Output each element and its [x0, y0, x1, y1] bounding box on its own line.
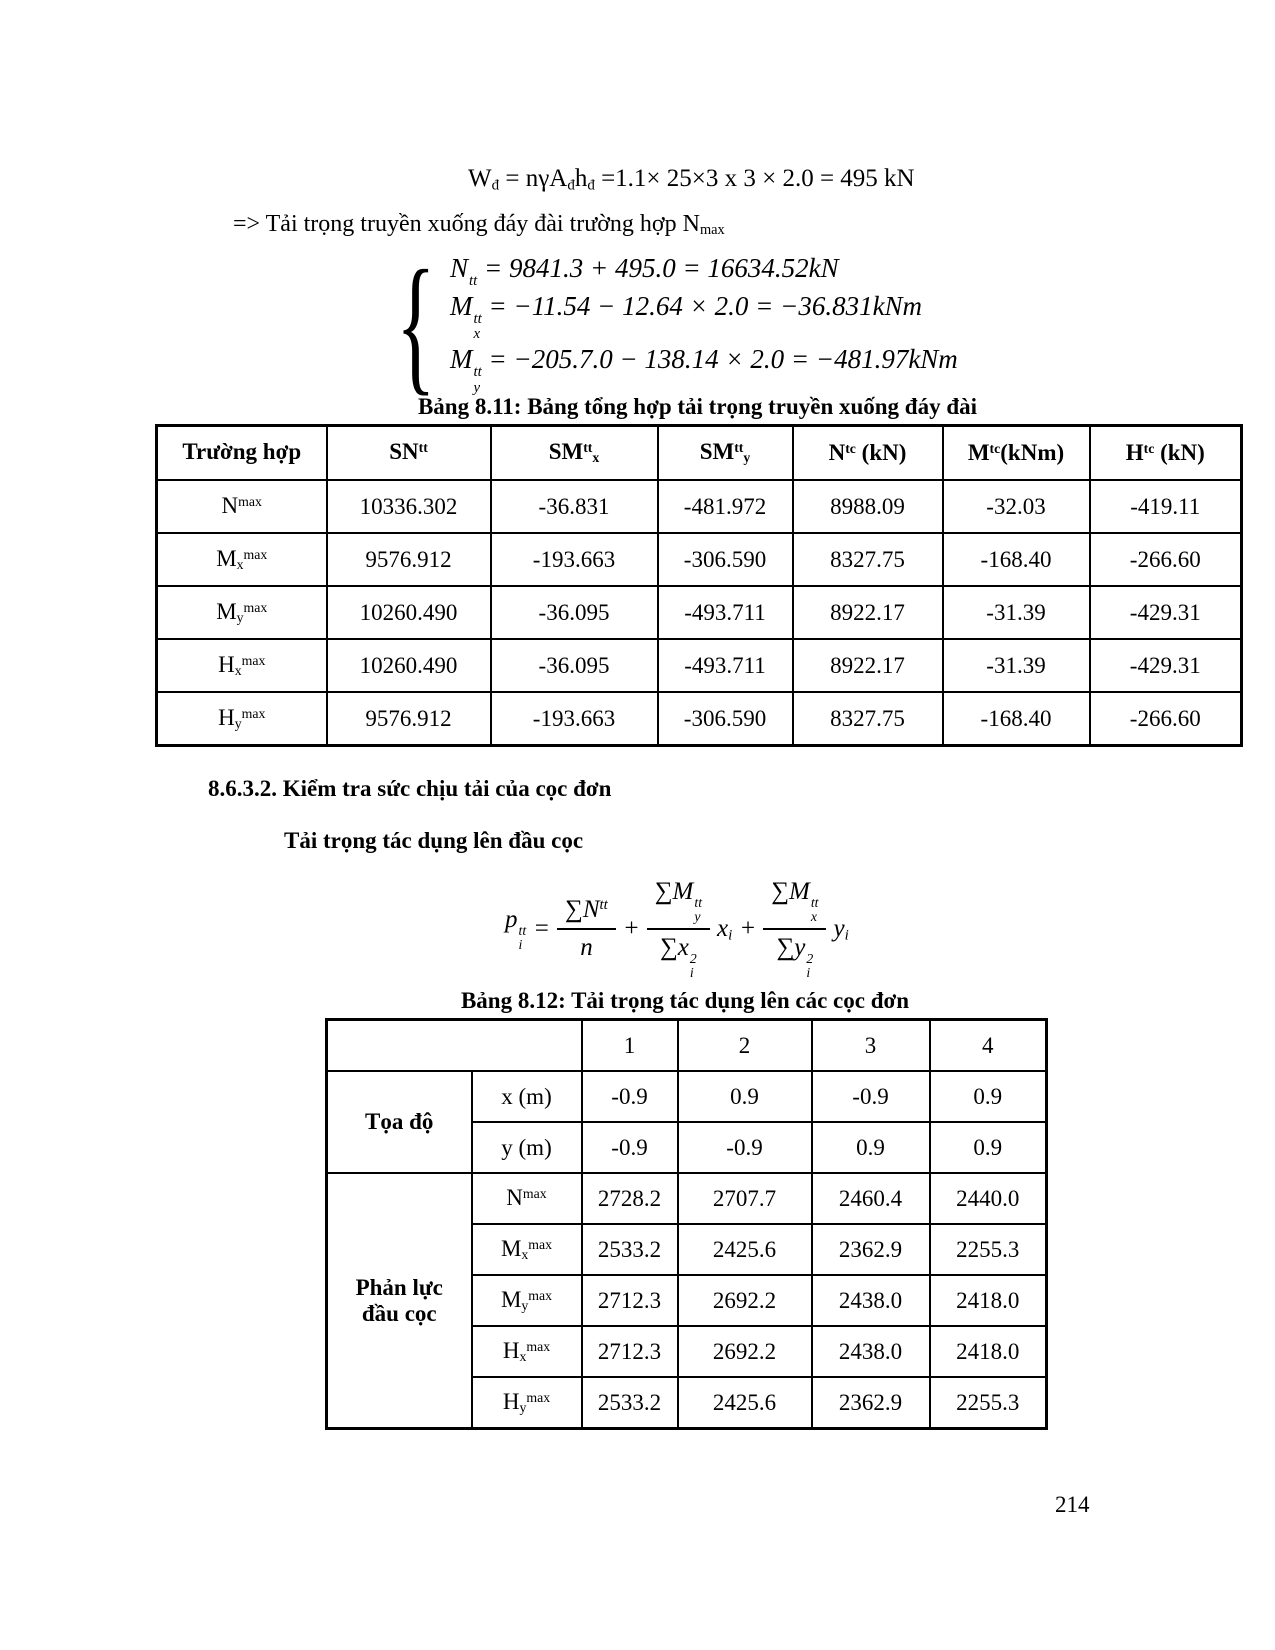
table-row: [157, 586, 1242, 639]
group-label-coordinates: Tọa độ: [327, 1071, 472, 1173]
column-header: $N^{tc}$ (kN): [793, 426, 943, 481]
column-header: 2: [678, 1020, 812, 1072]
table-8-12-title: Bảng 8.12: Tải trọng tác dụng lên các cọc đơn: [460, 988, 910, 1013]
row-label: $My^{max}$: [157, 586, 327, 639]
row-label: $Mx^{max}$: [472, 1224, 582, 1275]
table-cell: 2712.3: [582, 1326, 678, 1377]
table-cell: -493.711: [658, 586, 793, 639]
fraction: ∑M tt x ∑y 2 i: [763, 878, 826, 981]
column-header: $H^{tc}$ (kN): [1090, 426, 1242, 481]
table-cell: -0.9: [582, 1122, 678, 1173]
table-cell: 9576.912: [327, 533, 491, 586]
row-label: $Mx^{max}$: [157, 533, 327, 586]
table-cell: 10260.490: [327, 586, 491, 639]
table-cell: 8327.75: [793, 692, 943, 746]
row-label: $Hy^{max}$: [157, 692, 327, 746]
w-var: W: [468, 165, 492, 192]
table-cell: -429.31: [1090, 639, 1242, 692]
table-cell: 9576.912: [327, 692, 491, 746]
column-header: $SN^{tt}$: [327, 426, 491, 481]
table-cell: -0.9: [812, 1071, 930, 1122]
column-header: 1: [582, 1020, 678, 1072]
table-cell: 2440.0: [930, 1173, 1047, 1224]
w-formula: Wđ = nγAđhđ =1.1× 25×3 x 3 × 2.0 = 495 kN: [468, 165, 915, 194]
table-cell: 2255.3: [930, 1377, 1047, 1429]
equation-line: M tt x = −11.54 − 12.64 × 2.0 = −36.831kNm: [450, 290, 923, 343]
pile-load-formula: p tt i = $\frac{\sum N^{tt}}{n}$ + ∑M tt y ∑x 2 i xi + ∑M tt x ∑y 2 i yi: [505, 878, 849, 981]
column-header: 3: [812, 1020, 930, 1072]
table-cell: 2362.9: [812, 1377, 930, 1429]
table-cell: 0.9: [930, 1071, 1047, 1122]
equation-line: N tt = 9841.3 + 495.0 = 16634.52kN: [450, 253, 839, 290]
table-cell: 2692.2: [678, 1326, 812, 1377]
table-cell: -266.60: [1090, 533, 1242, 586]
table-cell: -493.711: [658, 639, 793, 692]
table-cell: -31.39: [943, 639, 1090, 692]
table-cell: 0.9: [678, 1071, 812, 1122]
page-number: 214: [1055, 1492, 1090, 1517]
table-cell: 2728.2: [582, 1173, 678, 1224]
table-cell: -306.590: [658, 533, 793, 586]
table-cell: 2425.6: [678, 1224, 812, 1275]
table-cell: 2692.2: [678, 1275, 812, 1326]
row-label: $N^{max}$: [157, 480, 327, 533]
table-cell: -266.60: [1090, 692, 1242, 746]
column-header: $SM^{tt}x$: [491, 426, 658, 481]
table-cell: 8327.75: [793, 533, 943, 586]
table-cell: 2533.2: [582, 1224, 678, 1275]
left-brace: {: [396, 239, 436, 409]
table-cell: 2712.3: [582, 1275, 678, 1326]
table-cell: -32.03: [943, 480, 1090, 533]
column-header: 4: [930, 1020, 1047, 1072]
row-label: $Hy^{max}$: [472, 1377, 582, 1429]
row-label: y (m): [472, 1122, 582, 1173]
table-cell: 2438.0: [812, 1326, 930, 1377]
table-cell: 2418.0: [930, 1326, 1047, 1377]
table-8-11-title: Bảng 8.11: Bảng tổng hợp tải trọng truyền xuống đáy đài: [417, 394, 978, 419]
column-header: $M^{tc}(kNm)$: [943, 426, 1090, 481]
table-cell: -168.40: [943, 533, 1090, 586]
table-cell: 2438.0: [812, 1275, 930, 1326]
table-cell: -36.831: [491, 480, 658, 533]
fraction: $\frac{\sum N^{tt}}{n}$: [557, 896, 616, 962]
section-subheading: Tải trọng tác dụng lên đầu cọc: [284, 828, 584, 853]
table-cell: 2460.4: [812, 1173, 930, 1224]
table-cell: 8988.09: [793, 480, 943, 533]
table-cell: -31.39: [943, 586, 1090, 639]
row-label: $N^{max}$: [472, 1173, 582, 1224]
table-cell: -481.972: [658, 480, 793, 533]
table-cell: -0.9: [582, 1071, 678, 1122]
table-cell: -306.590: [658, 692, 793, 746]
group-label-pile-reactions: Phản lực đầu cọc: [327, 1173, 472, 1429]
table-row: [157, 533, 1242, 586]
table-cell: -419.11: [1090, 480, 1242, 533]
table-header-row: [327, 1020, 1047, 1072]
equation-line: M tt y = −205.7.0 − 138.14 × 2.0 = −481.97kNm: [450, 344, 958, 396]
row-label: $My^{max}$: [472, 1275, 582, 1326]
table-cell: 10260.490: [327, 639, 491, 692]
intro-line: => Tải trọng truyền xuống đáy đài trường hợp Nmax: [233, 211, 725, 239]
row-label: $Hx^{max}$: [472, 1326, 582, 1377]
table-row: [157, 692, 1242, 746]
table-cell: 2418.0: [930, 1275, 1047, 1326]
table-cell: 0.9: [812, 1122, 930, 1173]
table-cell: -193.663: [491, 692, 658, 746]
empty-corner-cell: [327, 1020, 582, 1072]
table-header-row: [157, 426, 1242, 481]
table-cell: -168.40: [943, 692, 1090, 746]
table-row: [157, 480, 1242, 533]
table-cell: 2707.7: [678, 1173, 812, 1224]
column-header: Trường hợp: [157, 426, 327, 481]
table-8-12: [325, 1018, 1048, 1430]
table-cell: -36.095: [491, 586, 658, 639]
row-label: $Hx^{max}$: [157, 639, 327, 692]
section-heading: 8.6.3.2. Kiểm tra sức chịu tải của cọc đơn: [208, 776, 612, 801]
column-header: $SM^{tt}y$: [658, 426, 793, 481]
table-cell: 2362.9: [812, 1224, 930, 1275]
table-cell: 8922.17: [793, 639, 943, 692]
table-row: [327, 1071, 1047, 1122]
table-cell: -193.663: [491, 533, 658, 586]
table-cell: 2425.6: [678, 1377, 812, 1429]
table-8-11: [155, 424, 1243, 747]
table-cell: 0.9: [930, 1122, 1047, 1173]
fraction: ∑M tt y ∑x 2 i: [647, 878, 710, 981]
table-row: [157, 639, 1242, 692]
table-row: [327, 1173, 1047, 1224]
table-cell: 2533.2: [582, 1377, 678, 1429]
table-cell: -0.9: [678, 1122, 812, 1173]
table-cell: 8922.17: [793, 586, 943, 639]
table-cell: -429.31: [1090, 586, 1242, 639]
table-cell: 2255.3: [930, 1224, 1047, 1275]
table-cell: 10336.302: [327, 480, 491, 533]
table-cell: -36.095: [491, 639, 658, 692]
row-label: x (m): [472, 1071, 582, 1122]
